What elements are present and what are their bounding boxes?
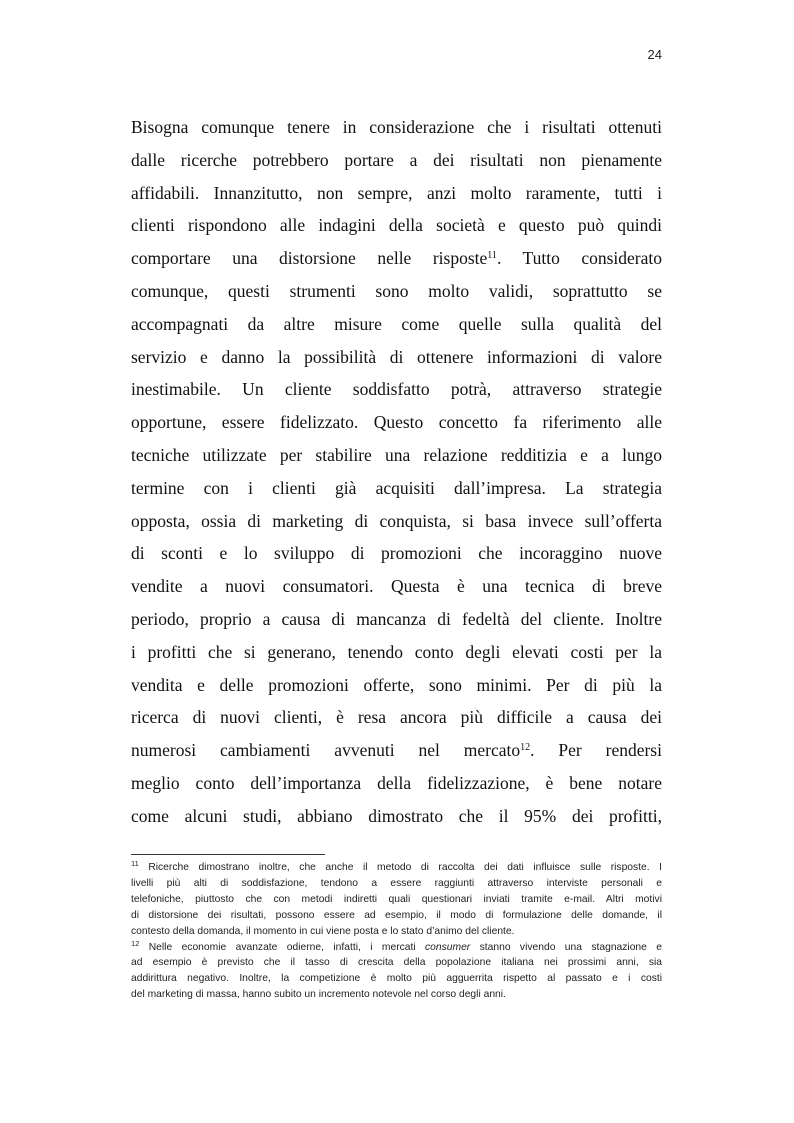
body-line: opportune, essere fidelizzato. Questo concetto fa riferimento alle [131,412,662,433]
footnote-ref-11[interactable]: 11 [487,250,497,262]
body-line [131,734,662,767]
body-line: meglio conto dell’importanza della fidelizzazione, è bene notare [131,772,662,793]
body-line: dalle ricerche potrebbero portare a dei risultati non pienamente [131,149,662,170]
body-line: vendita e delle promozioni offerte, sono minimi. Per di più la [131,674,662,695]
body-line: affidabili. Innanzitutto, non sempre, anzi molto raramente, tutti i [131,182,662,203]
body-line: inestimabile. Un cliente soddisfatto potrà, attraverso strategie [131,379,662,400]
body-paragraph [131,111,662,833]
body-line: termine con i clienti già acquisiti dall’impresa. La strategia [131,477,662,498]
footnote-divider [131,854,325,855]
body-line: servizio e danno la possibilità di ottenere informazioni di valore [131,346,662,367]
body-line: ricerca di nuovi clienti, è resa ancora più difficile a causa dei [131,707,662,728]
body-line-part: numerosi cambiamenti avvenuti nel mercato [131,740,521,761]
page-number: 24 [647,47,662,62]
footnote-11-line: di distorsione dei risultati, possono essere ad esempio, il modo di formulazione delle domande, il [131,909,662,921]
footnote-text: Ricerche dimostrano inoltre, che anche il metodo di raccolta dei dati influisce sulle risposte. I [148,862,662,873]
body-line: Bisogna comunque tenere in considerazione che i risultati ottenuti [131,117,662,137]
body-line: come alcuni studi, abbiano dimostrato che il 95% dei profitti, [131,805,662,826]
body-line: accompagnati da altre misure come quelle sulla qualità del [131,313,662,334]
body-line [131,242,662,275]
body-line-part: comportare una distorsione nelle risposte [131,248,488,269]
footnote-text: Nelle economie avanzate odierne, infatti, i mercati [148,941,426,953]
footnote-12-line: addirittura negativo. Inoltre, la competizione è molto più agguerrita rispetto al passato e i costi [131,973,662,985]
footnote-12-line: ad esempio è previsto che il tasso di crescita della popolazione italiana nei prossimi anni, sia [131,957,662,969]
footnote-italic-term: consumer [425,941,471,953]
footnote-text: stanno vivendo una stagnazione e [470,941,662,953]
body-line-part: . Tutto considerato [496,248,663,269]
body-line: periodo, proprio a causa di mancanza di fedeltà del cliente. Inoltre [131,608,662,629]
body-line-part: . Per rendersi [530,740,662,761]
footnote-number: 11 [131,859,139,868]
footnote-11-line [131,860,662,876]
body-line: di sconti e lo sviluppo di promozioni che incoraggino nuove [131,543,662,564]
footnote-12-line [131,940,662,956]
body-line: tecniche utilizzate per stabilire una relazione redditizia e a lungo [131,444,662,465]
footnote-number: 12 [131,938,140,948]
body-line: i profitti che si generano, tenendo conto degli elevati costi per la [131,641,662,662]
body-line: clienti rispondono alle indagini della società e questo può quindi [131,215,662,236]
footnotes [131,860,662,1003]
body-line: vendite a nuovi consumatori. Questa è una tecnica di breve [131,576,662,597]
footnote-11-line: livelli più alti di soddisfazione, tendono a essere raggiunti attraverso interviste personali e [131,877,662,889]
footnote-12-line: del marketing di massa, hanno subito un incremento notevole nel corso degli anni. [131,989,506,1001]
footnote-11-line: contesto della domanda, il momento in cui viene posta e lo stato d’animo del cliente. [131,925,515,937]
footnote-ref-12[interactable]: 12 [520,742,531,754]
footnote-11-line: telefoniche, piuttosto che con metodi indiretti quali questionari inviati tramite e-mail. Altri motivi [131,893,662,905]
body-line: comunque, questi strumenti sono molto validi, soprattutto se [131,280,662,301]
body-line: opposta, ossia di marketing di conquista, si basa invece sull’offerta [131,510,662,531]
